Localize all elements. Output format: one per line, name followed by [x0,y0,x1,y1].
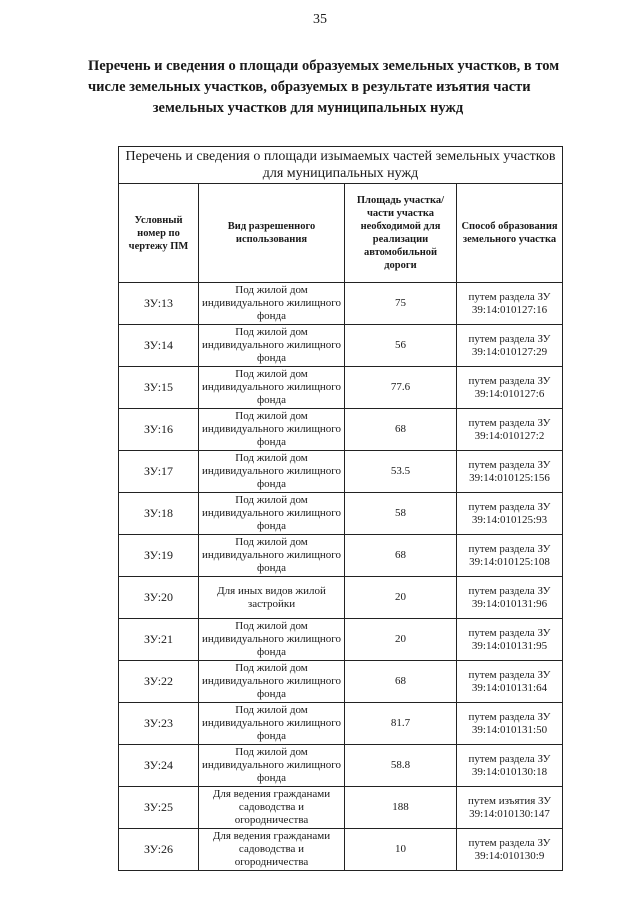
area-cell: 20 [345,619,457,661]
permitted-use-cell: Под жилой дом индивидуального жилищного фонда [199,325,345,367]
formation-method-cell: путем раздела ЗУ 39:14:010125:93 [457,493,563,535]
plot-number-cell: ЗУ:14 [119,325,199,367]
header-permitted-use: Вид разрешенного использования [199,184,345,283]
table-row [119,703,563,745]
area-cell: 10 [345,829,457,871]
table-body [119,283,563,871]
formation-method-cell: путем раздела ЗУ 39:14:010130:9 [457,829,563,871]
table-row [119,661,563,703]
area-cell: 81.7 [345,703,457,745]
table-row [119,409,563,451]
plot-number-cell: ЗУ:18 [119,493,199,535]
page-number: 35 [313,12,327,27]
plot-number-cell: ЗУ:22 [119,661,199,703]
table-row [119,577,563,619]
permitted-use-cell: Под жилой дом индивидуального жилищного фонда [199,619,345,661]
plot-number-cell: ЗУ:25 [119,787,199,829]
plot-number-cell: ЗУ:16 [119,409,199,451]
area-cell: 68 [345,535,457,577]
formation-method-cell: путем раздела ЗУ 39:14:010125:156 [457,451,563,493]
plot-number-cell: ЗУ:26 [119,829,199,871]
formation-method-cell: путем раздела ЗУ 39:14:010130:18 [457,745,563,787]
document-title-line-1: Перечень и сведения о площади образуемых земельных участков, в том [88,58,560,74]
table-row [119,325,563,367]
permitted-use-cell: Под жилой дом индивидуального жилищного фонда [199,661,345,703]
table-row [119,619,563,661]
permitted-use-cell: Для ведения гражданами садоводства и огородничества [199,787,345,829]
formation-method-cell: путем раздела ЗУ 39:14:010131:96 [457,577,563,619]
permitted-use-cell: Для иных видов жилой застройки [199,577,345,619]
area-cell: 58 [345,493,457,535]
table-row [119,787,563,829]
area-cell: 68 [345,661,457,703]
document-title [88,56,560,119]
formation-method-cell: путем раздела ЗУ 39:14:010127:29 [457,325,563,367]
table-row [119,367,563,409]
permitted-use-cell: Под жилой дом индивидуального жилищного фонда [199,535,345,577]
area-cell: 68 [345,409,457,451]
formation-method-cell: путем раздела ЗУ 39:14:010131:50 [457,703,563,745]
table-row [119,535,563,577]
table-row [119,451,563,493]
area-cell: 58.8 [345,745,457,787]
document-title-line-2: числе земельных участков, образуемых в результате изъятия части [88,79,531,95]
plot-number-cell: ЗУ:23 [119,703,199,745]
area-cell: 75 [345,283,457,325]
permitted-use-cell: Под жилой дом индивидуального жилищного фонда [199,493,345,535]
area-cell: 77.6 [345,367,457,409]
land-plots-table [118,146,563,871]
area-cell: 20 [345,577,457,619]
formation-method-cell: путем раздела ЗУ 39:14:010127:16 [457,283,563,325]
table-row [119,283,563,325]
permitted-use-cell: Под жилой дом индивидуального жилищного фонда [199,703,345,745]
permitted-use-cell: Под жилой дом индивидуального жилищного фонда [199,409,345,451]
table-caption: Перечень и сведения о площади изымаемых частей земельных участков для муниципальных нужд [119,147,563,184]
table-row [119,493,563,535]
formation-method-cell: путем раздела ЗУ 39:14:010125:108 [457,535,563,577]
permitted-use-cell: Для ведения гражданами садоводства и огородничества [199,829,345,871]
formation-method-cell: путем раздела ЗУ 39:14:010131:95 [457,619,563,661]
formation-method-cell: путем изъятия ЗУ 39:14:010130:147 [457,787,563,829]
table-header-row [119,184,563,283]
area-cell: 188 [345,787,457,829]
formation-method-cell: путем раздела ЗУ 39:14:010127:6 [457,367,563,409]
header-plot-number: Условный номер по чертежу ПМ [119,184,199,283]
area-cell: 53.5 [345,451,457,493]
permitted-use-cell: Под жилой дом индивидуального жилищного фонда [199,451,345,493]
permitted-use-cell: Под жилой дом индивидуального жилищного фонда [199,745,345,787]
plot-number-cell: ЗУ:20 [119,577,199,619]
header-formation-method: Способ образования земельного участка [457,184,563,283]
plot-number-cell: ЗУ:24 [119,745,199,787]
plot-number-cell: ЗУ:13 [119,283,199,325]
header-area: Площадь участка/части участка необходимой для реализации автомобильной дороги [345,184,457,283]
permitted-use-cell: Под жилой дом индивидуального жилищного фонда [199,367,345,409]
formation-method-cell: путем раздела ЗУ 39:14:010127:2 [457,409,563,451]
permitted-use-cell: Под жилой дом индивидуального жилищного фонда [199,283,345,325]
plot-number-cell: ЗУ:17 [119,451,199,493]
area-cell: 56 [345,325,457,367]
plot-number-cell: ЗУ:21 [119,619,199,661]
formation-method-cell: путем раздела ЗУ 39:14:010131:64 [457,661,563,703]
table-row [119,829,563,871]
plot-number-cell: ЗУ:15 [119,367,199,409]
document-title-line-3: земельных участков для муниципальных нужд [152,100,464,116]
plot-number-cell: ЗУ:19 [119,535,199,577]
table-row [119,745,563,787]
